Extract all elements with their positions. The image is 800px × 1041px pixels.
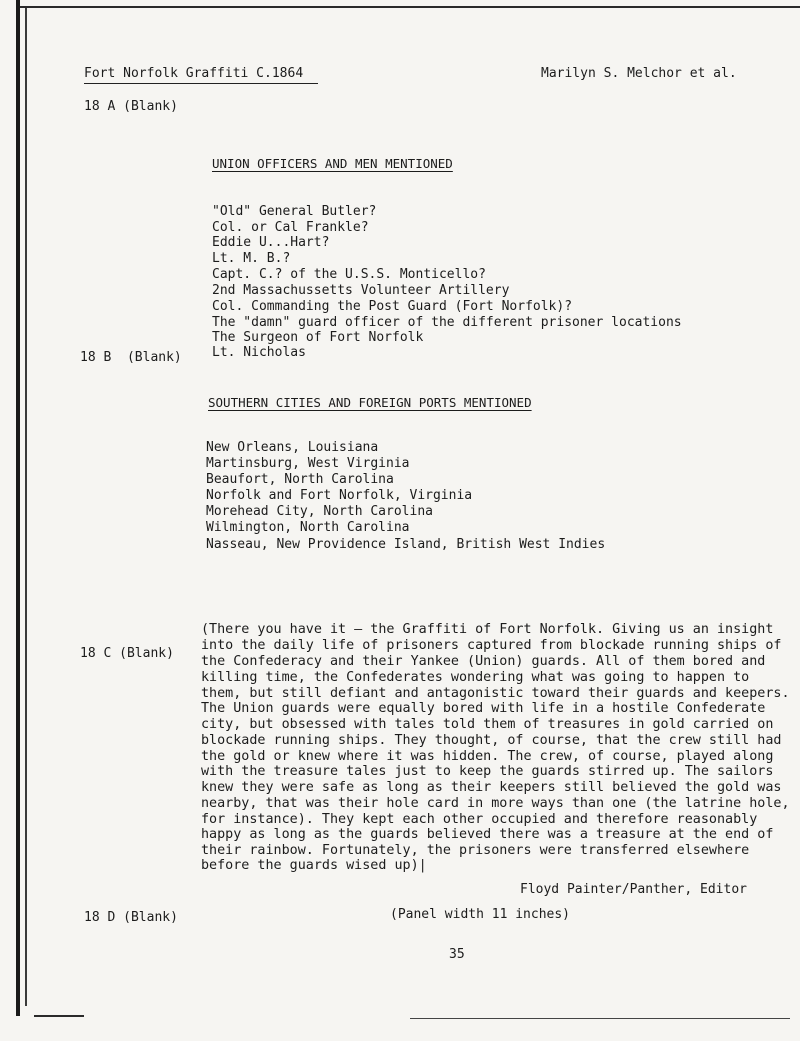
paragraph-line: before the guards wised up)|	[201, 858, 427, 873]
paragraph-line: the Confederacy and their Yankee (Union) guards. All of them bored and	[201, 654, 766, 669]
paragraph-line: city, but obsessed with tales told them of treasures in gold carried on	[201, 717, 774, 732]
paragraph-line: with the treasure tales just to keep the guards stirred up. The sailors	[201, 764, 774, 779]
panel-label-18b: 18 B (Blank)	[80, 350, 182, 365]
list-item: The Surgeon of Fort Norfolk	[212, 330, 424, 345]
editor-signature: Floyd Painter/Panther, Editor	[520, 882, 747, 897]
paragraph-line: The Union guards were equally bored with life in a hostile Confederate	[201, 701, 766, 716]
bottom-rule	[410, 1018, 790, 1019]
list-item: The "damn" guard officer of the different prisoner locations	[212, 315, 682, 330]
union-heading: UNION OFFICERS AND MEN MENTIONED	[212, 156, 453, 171]
paragraph-line: for instance). They kept each other occupied and therefore reasonably	[201, 812, 758, 827]
list-item: Lt. M. B.?	[212, 251, 291, 266]
list-item: Wilmington, North Carolina	[206, 520, 410, 535]
list-item: Capt. C.? of the U.S.S. Monticello?	[212, 267, 486, 282]
paragraph-line: killing time, the Confederates wondering what was going to happen to	[201, 670, 750, 685]
list-item: Morehead City, North Carolina	[206, 504, 433, 519]
header-title: Fort Norfolk Graffiti C.1864	[84, 66, 304, 81]
scan-edge-top	[20, 6, 800, 8]
list-item: Col. Commanding the Post Guard (Fort Norfolk)?	[212, 299, 573, 314]
panel-width-note: (Panel width 11 inches)	[390, 907, 571, 922]
scan-edge-bottom-left	[34, 1015, 84, 1017]
list-item: Norfolk and Fort Norfolk, Virginia	[206, 488, 473, 503]
page-number: 35	[449, 947, 465, 962]
panel-label-18a: 18 A (Blank)	[84, 99, 178, 114]
list-item: New Orleans, Louisiana	[206, 440, 379, 455]
paragraph-line: the gold or knew where it was hidden. The crew, of course, played along	[201, 749, 774, 764]
list-item: Eddie U...Hart?	[212, 235, 330, 250]
paragraph-line: into the daily life of prisoners captured from blockade running ships of	[201, 638, 782, 653]
panel-label-18d: 18 D (Blank)	[84, 910, 178, 925]
scan-edge-left	[16, 0, 20, 1016]
header-author: Marilyn S. Melchor et al.	[541, 66, 737, 81]
paragraph-line: their rainbow. Fortunately, the prisoners were transferred elsewhere	[201, 843, 750, 858]
scan-edge-left-inner	[25, 6, 27, 1006]
paragraph-line: nearby, that was their hole card in more ways than one (the latrine hole,	[201, 796, 790, 811]
list-item: Beaufort, North Carolina	[206, 472, 394, 487]
panel-label-18c: 18 C (Blank)	[80, 646, 174, 661]
list-item: Martinsburg, West Virginia	[206, 456, 410, 471]
list-item: 2nd Massachussetts Volunteer Artillery	[212, 283, 510, 298]
paragraph-line: blockade running ships. They thought, of course, that the crew still had	[201, 733, 782, 748]
southern-heading: SOUTHERN CITIES AND FOREIGN PORTS MENTIONED	[208, 395, 532, 410]
paragraph-line: (There you have it — the Graffiti of Fort Norfolk. Giving us an insight	[201, 622, 774, 637]
paragraph-line: them, but still defiant and antagonistic toward their guards and keepers.	[201, 686, 790, 701]
list-item: Lt. Nicholas	[212, 345, 306, 360]
header-underline	[84, 83, 318, 84]
list-item: Nasseau, New Providence Island, British West Indies	[206, 537, 606, 552]
paragraph-line: knew they were safe as long as their keepers still believed the gold was	[201, 780, 782, 795]
list-item: Col. or Cal Frankle?	[212, 220, 369, 235]
paragraph-line: happy as long as the guards believed there was a treasure at the end of	[201, 827, 774, 842]
list-item: "Old" General Butler?	[212, 204, 377, 219]
